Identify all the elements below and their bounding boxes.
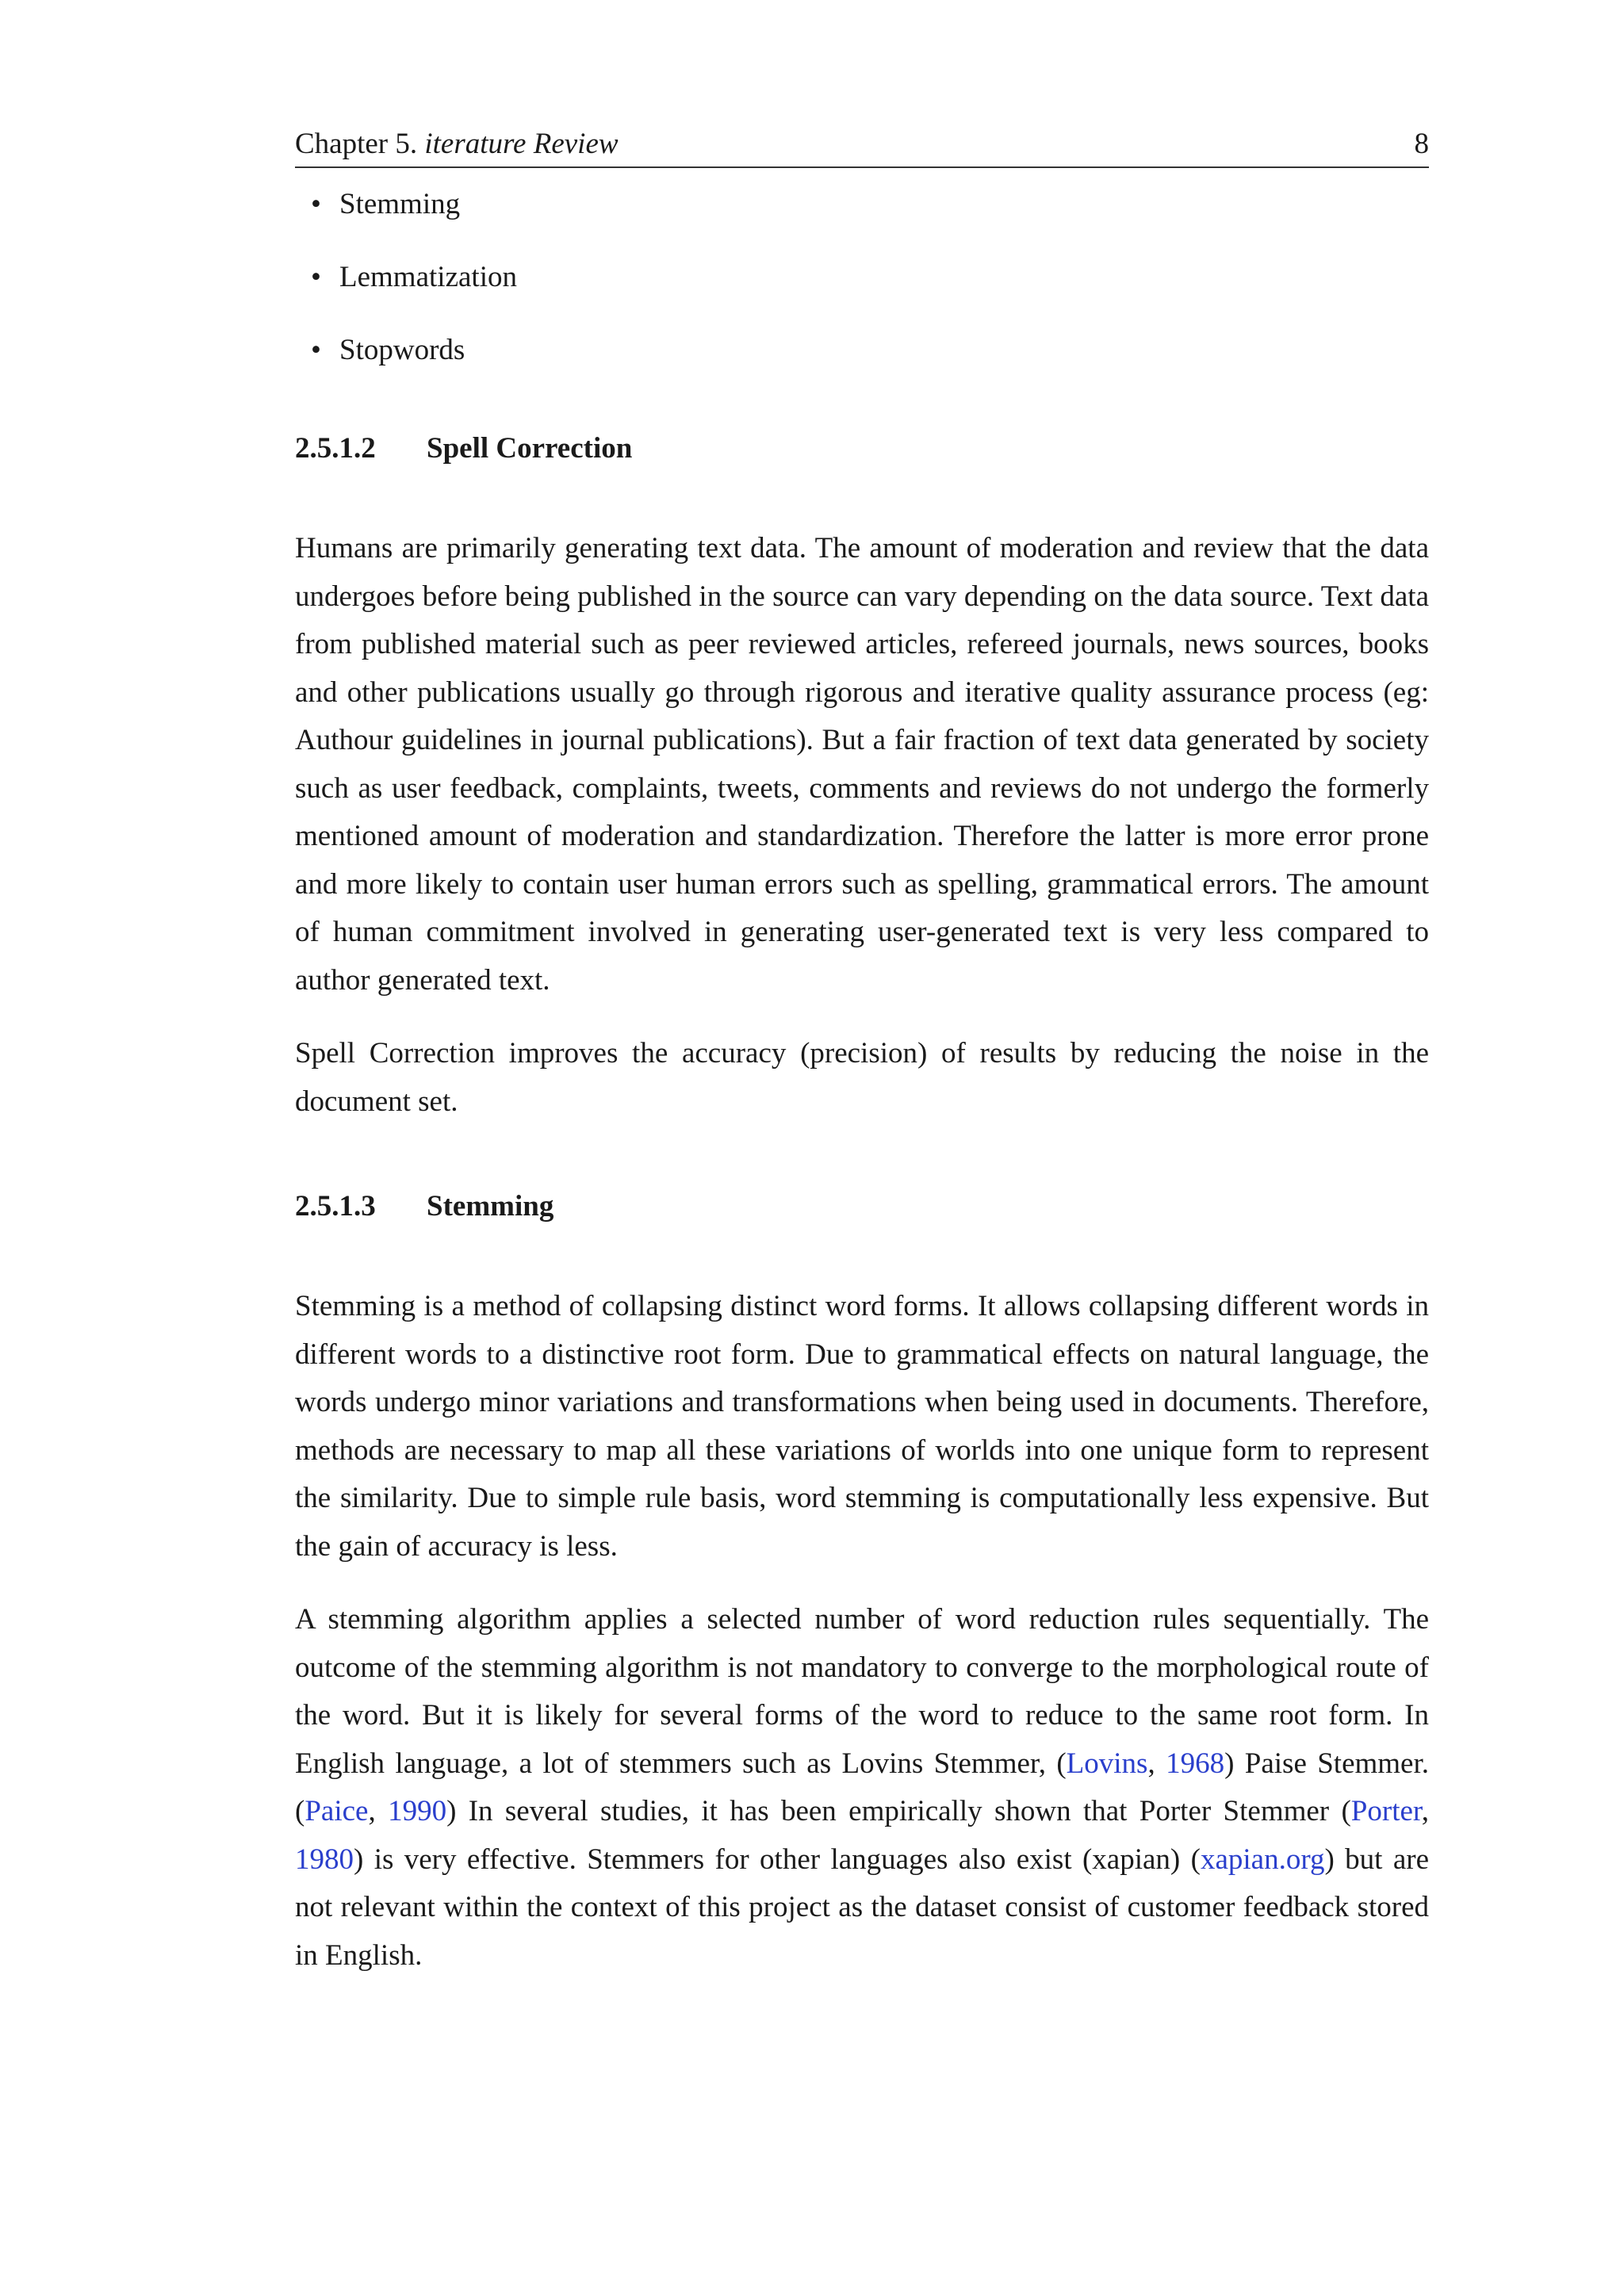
section-heading-spell-correction bbox=[295, 431, 1429, 466]
bullet-list bbox=[295, 187, 1429, 368]
citation-link-lovins[interactable]: Lovins bbox=[1066, 1747, 1148, 1780]
chapter-heading bbox=[295, 127, 619, 162]
section-title: Spell Correction bbox=[427, 432, 633, 465]
citation-link-paice[interactable]: Paice bbox=[304, 1795, 369, 1827]
citation-link-paice-year[interactable]: 1990 bbox=[388, 1795, 447, 1827]
paragraph: A stemming algorithm applies a selected number of word reduction rules sequentially. The outcome of the stemming algorithm is not mandatory to converge to the morphological route of the word. But it is likely for several forms of the word to reduce to the same root form. In English language, a lot of stemmers such as Lovins Stemmer, (Lovins, 1968) Paise Stemmer.(Paice, 1990) In several studies, it has been empirically shown that Porter Stemmer (Porter, 1980) is very effective. Stemmers for other languages also exist (xapian) (xapian.org) but are not relevant within the context of this project as the dataset consist of customer feedback stored in English. bbox=[295, 1603, 1430, 1972]
running-header bbox=[295, 127, 1429, 168]
citation-link-lovins-year[interactable]: 1968 bbox=[1166, 1747, 1225, 1780]
paragraph-text: A stemming algorithm applies a selected number of word reduction rules sequentially. The outcome of the stemming algorithm is not mandatory to converge to the morphological route of the word. But it is likely for several forms of the word to reduce to the same root form. In English language, a lot of stemmers such as Lovins Stemmer, ( bbox=[295, 1603, 1429, 1780]
chapter-label: Chapter 5. bbox=[295, 128, 418, 160]
citation-link-porter[interactable]: Porter bbox=[1350, 1795, 1422, 1827]
bullet-icon: • bbox=[311, 261, 321, 293]
chapter-title: iterature Review bbox=[424, 128, 619, 160]
citation-link-xapian[interactable]: xapian.org bbox=[1200, 1843, 1325, 1876]
paragraph-text: ) Paise Stemmer.( bbox=[295, 1747, 1430, 1827]
list-item bbox=[311, 187, 1429, 222]
section-number: 2.5.1.2 bbox=[295, 432, 376, 465]
paragraph: Stemming is a method of collapsing distinct word forms. It allows collapsing different words in different words to a distinctive root form. Due to grammatical effects on natural language, the words undergo minor variations and transformations when being used in documents. Therefore, methods are necessary to map all these variations of worlds into one unique form to represent the similarity. Due to simple rule basis, word stemming is computationally less expensive. But the gain of accuracy is less. bbox=[295, 1290, 1429, 1563]
paragraph-text: ) is very effective. Stemmers for other languages also exist (xapian) ( bbox=[354, 1843, 1201, 1876]
paragraph-text: ) In several studies, it has been empirically shown that Porter Stemmer ( bbox=[446, 1795, 1351, 1827]
bullet-icon: • bbox=[311, 188, 321, 220]
list-item-text: Stopwords bbox=[339, 334, 465, 366]
paragraph-text: ) but are not relevant within the context of this project as the dataset consist of customer feedback stored in English. bbox=[295, 1843, 1429, 1972]
section-title: Stemming bbox=[427, 1190, 554, 1223]
list-item-text: Lemmatization bbox=[339, 261, 517, 293]
paragraph: Spell Correction improves the accuracy (precision) of results by reducing the noise in the document set. bbox=[295, 1037, 1429, 1118]
section-heading-stemming bbox=[295, 1189, 1429, 1224]
list-item-text: Stemming bbox=[339, 188, 461, 220]
section-number: 2.5.1.3 bbox=[295, 1190, 376, 1223]
page bbox=[295, 127, 1429, 2005]
bullet-icon: • bbox=[311, 334, 321, 366]
paragraph: Humans are primarily generating text data. The amount of moderation and review that the data undergoes before being published in the source can vary depending on the data source. Text data from published material such as peer reviewed articles, refereed journals, news sources, books and other publications usually go through rigorous and iterative quality assurance process (eg: Authour guidelines in journal publications). But a fair fraction of text data generated by society such as user feedback, complaints, tweets, comments and reviews do not undergo the formerly mentioned amount of moderation and standardization. Therefore the latter is more error prone and more likely to contain user human errors such as spelling, grammatical errors. The amount of human commitment involved in generating user-generated text is very less compared to author generated text. bbox=[295, 532, 1429, 997]
page-number: 8 bbox=[1414, 128, 1429, 160]
citation-link-porter-year[interactable]: 1980 bbox=[295, 1843, 354, 1876]
list-item bbox=[311, 333, 1429, 368]
list-item bbox=[311, 260, 1429, 295]
